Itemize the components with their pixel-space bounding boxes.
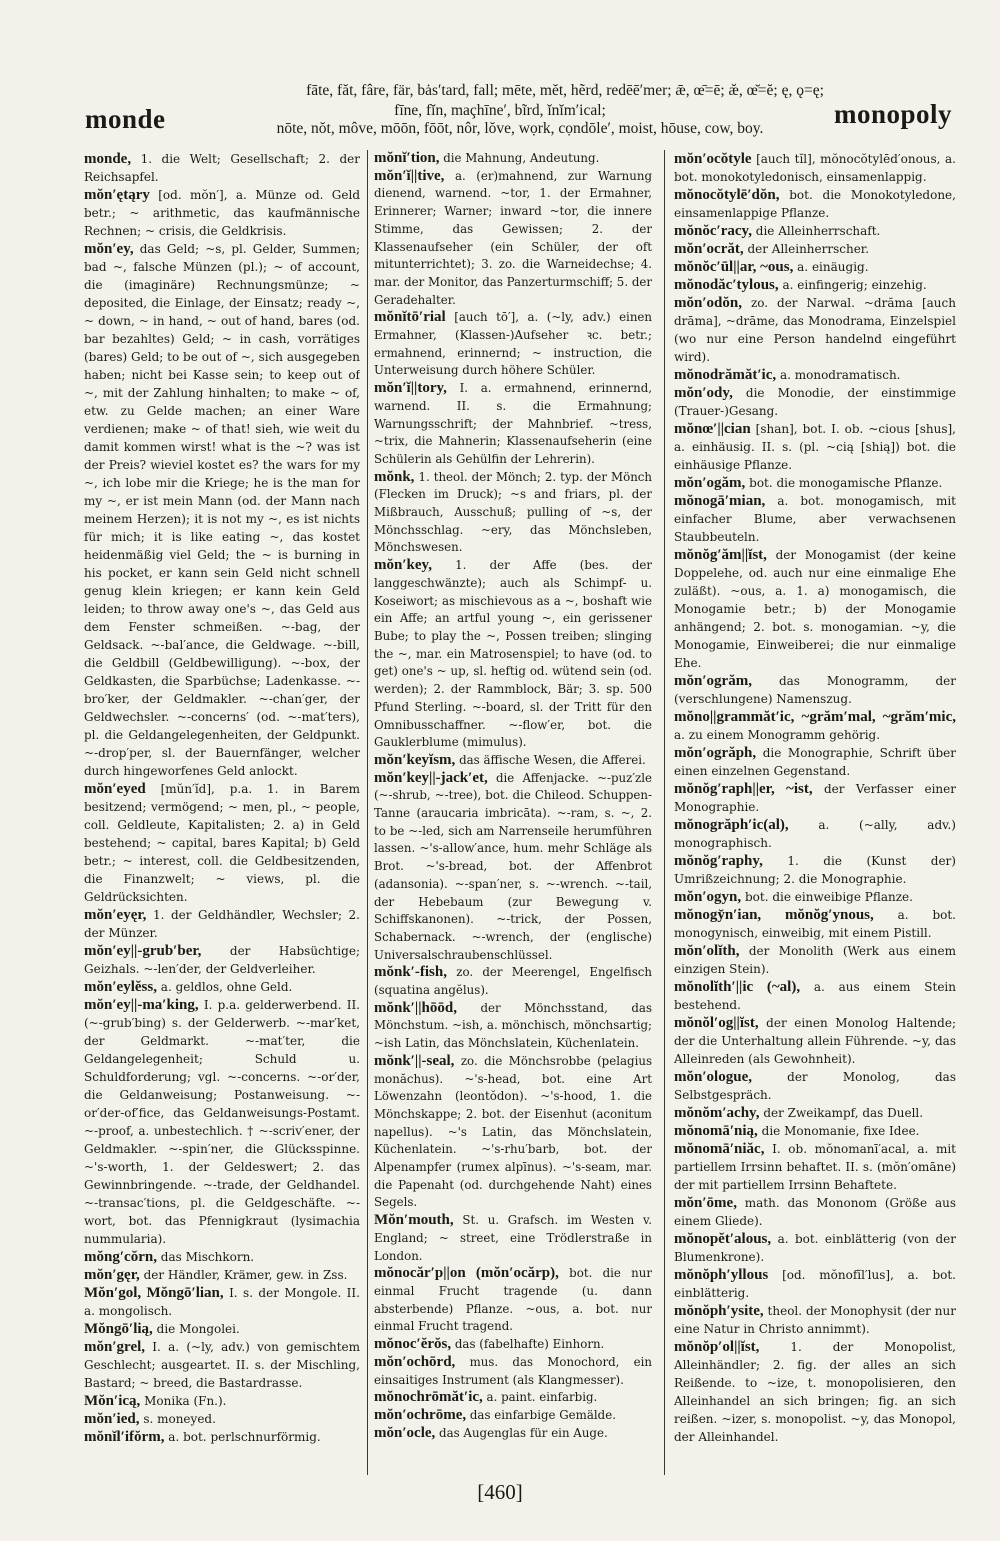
definition-text: a. einäugig. (797, 260, 869, 274)
dictionary-entry (674, 222, 956, 240)
headword: mŏn′ĭ||tory, (374, 380, 447, 397)
definition-text: a. aus einem Stein bestehend. (674, 980, 956, 1012)
headword: mŏnoc′ĕrŏs, (374, 1336, 452, 1353)
dictionary-entry (674, 1194, 956, 1230)
definition-text: 1. die Welt; Gesellschaft; 2. der Reichsapfel. (84, 152, 360, 184)
definition-text: a. monodramatisch. (779, 368, 901, 382)
dictionary-entry (374, 1389, 652, 1407)
dictionary-entry (674, 384, 956, 420)
dictionary-entry (374, 1000, 652, 1053)
headword: mŏn′eylĕss, (84, 979, 157, 995)
headword: mŏnocăr′p||on (mŏn′ocărp), (374, 1265, 559, 1282)
headword: mŏn′ogyn, (674, 889, 742, 905)
dictionary-entry (374, 1425, 652, 1443)
dictionary-entry (674, 1014, 956, 1068)
dictionary-entry (84, 978, 360, 996)
dictionary-entry (374, 168, 652, 310)
dictionary-entry (374, 1212, 652, 1265)
definition-text: [od. mŏn′], a. Münze od. Geld betr.; ~ arithmetic, das kaufmännische Rechnen; ~ crisis, die Geldkrisis. (84, 188, 360, 238)
headword: mŏnk, (374, 468, 415, 485)
definition-text: [auch tō′], a. (~ly, adv.) einen Ermahner, (Klassen-)Aufseher ꝛc. betr.; ermahnend, erinnernd; ~ instruction, die Unterweisung durch höhere Schüler. (374, 310, 652, 378)
dictionary-entry (374, 1407, 652, 1425)
definition-text: der Verfasser einer Monographie. (674, 782, 956, 814)
headword: Mŏn′mouth, (374, 1212, 454, 1229)
page-number: [460] (477, 1480, 523, 1504)
dictionary-entry (374, 1053, 652, 1212)
definition-text: der Mönchsstand, das Mönchstum. ~ish, a. mönchisch, mönchsartig; ~ish Latin, das Mönchslatein, Küchenlatein. (374, 1000, 652, 1051)
headword: mŏnŏg′ăm||ĭst, (674, 547, 767, 563)
dictionary-entry (674, 942, 956, 978)
column-3 (674, 150, 956, 1475)
definition-text: theol. der Monophysit (der nur eine Natur in Christo annimmt). (674, 1304, 956, 1336)
dictionary-entry (674, 1104, 956, 1122)
dictionary-entry (84, 1320, 360, 1338)
dictionary-entry (674, 258, 956, 276)
dictionary-entry (674, 492, 956, 546)
definition-text: die Monographie, Schrift über einen einzelnen Gegenstand. (674, 746, 956, 778)
dictionary-entry (674, 852, 956, 888)
definition-text: das Augenglas für ein Auge. (439, 1425, 608, 1440)
headword: mŏn′ogrăm, (674, 673, 752, 689)
definition-text: zo. der Narwal. ~drăma [auch drāma], ~drāme, das Monodrama, Einzelspiel (wo nur eine Person handelnd eingeführt wird). (674, 296, 956, 364)
headword: mŏnk′||-seal, (374, 1052, 455, 1069)
headword: mŏnogrăph′ic(al), (674, 817, 789, 833)
definition-text: s. moneyed. (143, 1412, 216, 1426)
dictionary-entry (674, 1140, 956, 1194)
headword: mŏnŏph′ysite, (674, 1303, 764, 1319)
definition-text: das einfarbige Gemälde. (469, 1407, 616, 1422)
definition-text: [od. mŏnofĭl′lus], a. bot. einblätterig. (674, 1268, 956, 1300)
column-2 (374, 150, 652, 1475)
dictionary-entry (674, 366, 956, 384)
headword: mŏnopĕt′alous, (674, 1231, 772, 1247)
headword: mŏnŏc′racy, (674, 223, 752, 239)
dictionary-entry (84, 1428, 360, 1446)
headword: mŏn′ogăm, (674, 475, 746, 491)
dictionary-entry (84, 1266, 360, 1284)
definition-text: der Händler, Krämer, gew. in Zss. (143, 1268, 348, 1282)
dictionary-entry (84, 1248, 360, 1266)
definition-text: der Zweikampf, das Duell. (763, 1106, 924, 1120)
definition-text: die Monodie, der einstimmige (Trauer-)Gesang. (674, 386, 956, 418)
headword: mŏnodăc′tylous, (674, 277, 779, 293)
dictionary-entry (84, 240, 360, 780)
dictionary-entry (374, 964, 652, 999)
headword: mŏnochrōmăt′ic, (374, 1389, 483, 1406)
dictionary-entry (374, 380, 652, 469)
headword: mŏn′eyed (84, 781, 146, 797)
dictionary-entry (674, 1230, 956, 1266)
definition-text: zo. die Mönchsrobbe (pelagius monăchus). ~'s-head, bot. eine Art Löwenzahn (leontŏdon). ~'s-hood, 1. die Mönchskappe; 2. bot. der Eisenhut (aconitum napellus). ~'s Latin, das Mönchslatein, Küchenlatein. ~'s-rhu′barb, bot. der Alpenampfer (rumex alpīnus). ~'s-seam, mar. die Papenaht (od. durchgehende Naht) eines Segels. (374, 1053, 652, 1210)
dictionary-entry (84, 150, 360, 186)
headword: mŏn′eyęr, (84, 907, 147, 923)
headword: mŏn′ocrăt, (674, 241, 744, 257)
definition-text: Monika (Fn.). (144, 1394, 227, 1408)
headword: mŏng′cŏrn, (84, 1249, 157, 1265)
headword: mŏnolĭth′||ic (~al), (674, 979, 801, 995)
text-columns (84, 150, 956, 1475)
headword: mŏn′ey||-ma′king, (84, 997, 199, 1013)
dictionary-entry (84, 1338, 360, 1392)
column-1 (84, 150, 360, 1475)
dictionary-entry (674, 672, 956, 708)
headword: mŏnomā′niăc, (674, 1141, 765, 1157)
definition-text: zo. der Meerengel, Engelfisch (squatina angĕlus). (374, 965, 652, 998)
headword: mŏnk′-fish, (374, 964, 447, 981)
headword: mŏn′ętąry (84, 187, 150, 203)
dictionary-entry (374, 1354, 652, 1389)
column-rule (664, 150, 665, 1475)
definition-text: der Monogamist (der keine Doppelehe, od. auch nur eine einmalige Ehe zuläßt). ~ous, a. 1. a) monogamisch, die Monogamie betr.; b) der Monogamie anhängend; 2. bot. s. monogamian. ~y, die Monogamie, Einweiberei; die nur einmalige Ehe. (674, 548, 956, 670)
headword: mŏn′ody, (674, 385, 733, 401)
headword: mŏn′ey, (84, 241, 134, 257)
dictionary-entry (674, 150, 956, 186)
headword: mŏn′ogrăph, (674, 745, 757, 761)
dictionary-entry (84, 1284, 360, 1320)
dictionary-entry (674, 1302, 956, 1338)
dictionary-entry (674, 420, 956, 474)
definition-text: das äffische Wesen, die Afferei. (459, 752, 646, 767)
definition-text: mus. das Monochord, ein einsaitiges Instrument (als Klangmesser). (374, 1354, 652, 1387)
dictionary-entry (374, 752, 652, 770)
headword: mŏnĭl′ifŏrm, (84, 1429, 165, 1445)
dictionary-entry (674, 186, 956, 222)
definition-text: 1. theol. der Mönch; 2. typ. der Mönch (Flecken im Druck); ~s and friars, pl. der Mißbrauch, Ausschuß; pulling of ~s, der Mönchsschlag. ~ery, das Mönchsleben, Mönchswesen. (374, 469, 652, 555)
definition-text: a. bot. monogamisch, mit einfacher Blume, aber verwachsenen Staubbeuteln. (674, 494, 956, 544)
dictionary-entry (674, 906, 956, 942)
dictionary-entry (84, 1410, 360, 1428)
definition-text: bot. die nur einmal Frucht tragende (u. dann absterbende) Pflanze. ~ous, a. bot. nur einmal Frucht tragend. (374, 1266, 652, 1334)
definition-text: 1. der Monopolist, Alleinhändler; 2. fig. der alles an sich Reißende. to ~ize, t. monopolisieren, den Alleinhandel an sich bringen; fig. an sich reißen. ~izer, s. monopolist. ~y, das Monopol, der Alleinhandel. (674, 1340, 956, 1444)
headword: mŏnĭ′tion, (374, 150, 440, 166)
definition-text: I. s. der Mongole. II. a. mongolisch. (84, 1286, 360, 1318)
dictionary-entry (84, 1392, 360, 1410)
pronunciation-key-line-2: fīne, fĭn, maçhīne′, bĩrd, ĭnĭm′ical; (394, 102, 606, 119)
definition-text: I. a. (~ly, adv.) von gemischtem Geschlecht; ausgeartet. II. s. der Mischling, Bastard; ~ breed, die Bastardrasse. (84, 1340, 360, 1390)
definition-text: a. (~ally, adv.) monographisch. (674, 818, 956, 850)
definition-text: der Monolog, das Selbstgespräch. (674, 1070, 956, 1102)
headword: mŏnŏph′yllous (674, 1267, 769, 1283)
headword: mŏn′olĭth, (674, 943, 740, 959)
headword: mŏnocŏtylē′dŏn, (674, 187, 780, 203)
definition-text: bot. die einweibige Pflanze. (744, 890, 913, 904)
definition-text: 1. der Geldhändler, Wechsler; 2. der Münzer. (84, 908, 360, 940)
definition-text: die Monomanie, fixe Idee. (761, 1124, 920, 1138)
dictionary-entry (374, 557, 652, 752)
definition-text: 1. der Affe (bes. der langgeschwänzte); auch als Schimpf- u. Koseiwort; as mischievous as a ~, boshaft wie ein Affe; an artful young ~, ein gerissener Bube; to play the ~, Possen treiben; slinging the ~, mar. ein Matrosenspiel; to have (od. to get) one's ~ up, sl. heftig od. wütend sein (od. werden); 2. der Rammblock, Bär; 3. sp. 500 Pfund Sterling. ~-board, sl. der Tritt für den Omnibusschaffner. ~-flow′er, bot. die Gauklerblume (mimulus). (374, 558, 652, 750)
dictionary-entry (374, 309, 652, 380)
dictionary-entry (674, 240, 956, 258)
headword: mŏnŏp′ol||ĭst, (674, 1339, 760, 1355)
dictionary-entry (674, 546, 956, 672)
headword: mŏn′ĭ||tive, (374, 167, 445, 184)
headword: mŏnodrămăt′ic, (674, 367, 777, 383)
definition-text: I. p.a. gelderwerbend. II. (~-grub′bing) s. der Gelderwerb. ~-mar′ket, der Geldmarkt. ~-mat′ter, die Geldangelegenheit; Schuld u. Schuldforderung; vgl. ~-concerns. ~-or′der, die Geldanweisung; Postanweisung. ~-or′der-of′fice, das Geldanweisungs-Postamt. ~-proof, a. unbestechlich. † ~-scriv′ener, der Geldmakler. ~-spin′ner, die Glücksspinne. ~'s-worth, 1. der Geldeswert; 2. das Gewinnbringende. ~-trade, der Geldhandel. ~-transac′tions, pl. die Geldgeschäfte. ~-wort, bot. das Pfennigkraut (lysimachia nummularia). (84, 998, 360, 1246)
definition-text: die Affenjacke. ~-puz′zle (~-shrub, ~-tree), bot. die Chileod. Schuppen-Tanne (araucaria imbricāta). ~-ram, s. ~, 2. to be ~-led, sich am Narrenseile herumführen lassen. ~'s-allow′ance, hum. mehr Schläge als Brot. ~'s-bread, bot. der Affenbrot (adansonia). ~-span′ner, s. ~-wrench. ~-tail, der Hebebaum (zur Bewegung v. Schiffskanonen). ~-trick, der Possen, Schabernack. ~-wrench, der (englische) Universalschraubenschlüssel. (374, 770, 652, 962)
dictionary-entry (674, 276, 956, 294)
dictionary-entry (84, 186, 360, 240)
headword: mŏno||grammăt′ic, ~grăm′mal, ~grăm′mic, (674, 709, 956, 725)
headword: mŏn′ey||-grub′ber, (84, 943, 202, 959)
dictionary-entry (374, 770, 652, 965)
dictionary-entry (674, 474, 956, 492)
dictionary-entry (674, 888, 956, 906)
definition-text: a. (er)mahnend, zur Warnung dienend, warnend. ~tor, 1. der Ermahner, Erinnerer; Warner; inward ~tor, die innere Stimme, das Gewissen; 2. der Klassenaufseher (ein Schüler, der oft mitunterrichtet); 3. zo. die Warneidechse; 4. mar. der Monitor, das Panzerturmschiff; 5. der Geradehalter. (374, 168, 652, 307)
dictionary-entry (84, 906, 360, 942)
definition-text: a. bot. einblätterig (von der Blumenkrone). (674, 1232, 956, 1264)
definition-text: math. das Mononom (Größe aus einem Gliede). (674, 1196, 956, 1228)
dictionary-entry (674, 780, 956, 816)
headword: mŏn′ochrōme, (374, 1406, 467, 1423)
headword: mŏnk′||hōōd, (374, 999, 457, 1016)
definition-text: das Geld; ~s, pl. Gelder, Summen; bad ~, falsche Münzen (pl.); ~ of account, die (imaginäre) Rechnungsmünze; ~ deposited, die Einlage, der Einsatz; ready ~, ~ down, ~ in hand, ~ out of hand, bares (od. bar bezahltes) Geld; ~ in cash, vorrätiges (bares) Geld; to be out of ~, sich ausgegeben haben; nicht bei Kasse sein; to keep out of ~, mit der Zahlung hinhalten; to make ~ of, etw. zu Gelde machen; an einer Ware verdienen; make ~ of that! sieh, wie weit du damit kommen wirst! what is the ~? was ist der Preis? wieviel kostet es? the wars for my ~, ich lobe mir die Kriege; he is the man for my ~, er ist mein Mann (od. der Mann nach meinem Herzen); it is not my ~, es ist nichts für mich; it is like eating ~, das kostet heidenmäßig viel Geld; the ~ is burning in his pocket, er kann sein Geld nicht schnell genug klein kriegen; er kann kein Geld leiden; to throw away one's ~, das Geld aus dem Fenster schmeißen. ~-bag, der Geldsack. ~-bal′ance, die Geldwage. ~-bill, die Geldbill (Geldbewilligung). ~-box, der Geldkasten, die Sparbüchse; Ladenkasse. ~-bro′ker, der Geldmakler. ~-chan′ger, der Geldwechsler. ~-concerns′ (od. ~-mat′ters), pl. die Geldangelegenheiten, der Geldpunkt. ~-drop′per, sl. der Bauernfänger, welcher durch hingeworfenes Geld anlockt. (84, 242, 360, 778)
definition-text: a. paint. einfarbig. (486, 1390, 598, 1405)
dictionary-entry (84, 780, 360, 906)
guide-word-left: monde (85, 104, 166, 134)
headword: Mŏn′icą, (84, 1393, 141, 1409)
headword: mŏnogy̆n′ian, mŏnŏg′ynous, (674, 907, 874, 923)
dictionary-entry (674, 744, 956, 780)
definition-text: das (fabelhafte) Einhorn. (454, 1337, 605, 1352)
dictionary-entry (674, 1068, 956, 1104)
dictionary-entry (84, 942, 360, 978)
pronunciation-key-line-1: fāte, făt, fâre, fär, bȧs′tard, fall; mēte, mĕt, hẽrd, redēē′mer; ǣ, œ̄=ē; æ̆, œ̆=ĕ; ę, ǫ=ę; (306, 82, 824, 99)
definition-text: die Alleinherrschaft. (755, 224, 881, 238)
headword: mŏn′keyĭsm, (374, 751, 456, 768)
definition-text: die Mongolei. (156, 1322, 240, 1336)
definition-text: [auch tĭl], mŏnocŏtylēd′onous, a. bot. monokotyledonisch, einsamenlappig. (674, 152, 956, 184)
dictionary-entry (374, 1336, 652, 1354)
dictionary-entry (84, 996, 360, 1248)
definition-text: St. u. Grafsch. im Westen v. England; ~ street, eine Trödlerstraße in London. (374, 1213, 652, 1263)
dictionary-entry (674, 978, 956, 1014)
headword: mŏnœ′||cian (674, 421, 751, 437)
headword: mŏnĭtō′rial (374, 309, 446, 326)
dictionary-entry (374, 469, 652, 558)
dictionary-entry (674, 816, 956, 852)
definition-text: bot. die Monokotyledone, einsamenlappige Pflanze. (674, 188, 956, 220)
headword: Mŏn′gol, Mŏngō′lian, (84, 1285, 224, 1301)
headword: mŏn′ocle, (374, 1424, 436, 1441)
dictionary-entry (674, 294, 956, 366)
dictionary-entry (374, 150, 652, 168)
headword: Mŏngō′lią, (84, 1321, 153, 1337)
headword: mŏnŏg′raphy, (674, 853, 763, 869)
dictionary-entry (374, 1265, 652, 1336)
dictionary-entry (674, 1266, 956, 1302)
dictionary-entry (674, 708, 956, 744)
definition-text: das Mischkorn. (160, 1250, 255, 1264)
headword: mŏn′odŏn, (674, 295, 742, 311)
definition-text: die Mahnung, Andeutung. (443, 151, 600, 165)
headword: mŏn′key, (374, 557, 432, 574)
headword: mŏnomā′nią, (674, 1123, 758, 1139)
definition-text: a. bot. perlschnurförmig. (168, 1430, 321, 1444)
headword: mŏn′ochōrd, (374, 1353, 456, 1370)
definition-text: [mŭn′ĭd], p.a. 1. in Barem besitzend; vermögend; ~ men, pl., ~ people, coll. Geldleute, Kapitalisten; 2. a) in Geld bestehend; ~ capital, bares Kapital; b) Geld betr.; ~ interest, coll. die Geldbesitzenden, die Finanzwelt; ~ views, pl. die Geldrücksichten. (84, 782, 360, 904)
headword: mŏnŏc′ūl||ar, ~ous, (674, 259, 794, 275)
headword: mŏn′ied, (84, 1411, 140, 1427)
pronunciation-key-line-3: nōte, nŏt, môve, mōōn, fōōt, nôr, lŏve, wọrk, cọndōle′, moist, hōuse, cow, boy. (276, 120, 764, 137)
headword: monde, (84, 151, 132, 167)
column-rule (367, 150, 368, 1475)
headword: mŏnŏm′achy, (674, 1105, 760, 1121)
definition-text: bot. die monogamische Pflanze. (749, 476, 943, 490)
definition-text: I. a. ermahnend, erinnernd, warnend. II. s. die Ermahnung; Warnungsschrift; der Mahnbrief. ~tress, ~trix, die Mahnerin; Klassenaufseherin (eine Schülerin als Gehülfin der Lehrerin). (374, 381, 652, 466)
definition-text: 1. die (Kunst der) Umrißzeichnung; 2. die Monographie. (674, 854, 956, 886)
headword: mŏn′key||-jack′et, (374, 769, 488, 786)
definition-text: I. ob. mŏnomanī′acal, a. mit partiellem Irrsinn behaftet. II. s. (mŏn′omāne) der mit partiellem Irrsinn Behaftete. (674, 1142, 956, 1192)
dictionary-entry (674, 1338, 956, 1446)
definition-text: a. geldlos, ohne Geld. (160, 980, 293, 994)
definition-text: a. zu einem Monogramm gehörig. (674, 728, 881, 742)
definition-text: der einen Monolog Haltende; der die Unterhaltung allein Führende. ~y, das Alleinreden (als Gewohnheit). (674, 1016, 956, 1066)
definition-text: das Monogramm, der (verschlungene) Namenszug. (674, 674, 956, 706)
guide-word-right: monopoly (833, 99, 952, 129)
headword: mŏnŏg′raph||er, ~ist, (674, 781, 813, 797)
headword: mŏn′grel, (84, 1339, 146, 1355)
definition-text: a. bot. monogynisch, einweibig, mit einem Pistill. (674, 908, 956, 940)
headword: mŏn′gęr, (84, 1267, 140, 1283)
definition-text: der Habsüchtige; Geizhals. ~-len′der, der Geldverleiher. (84, 944, 360, 976)
definition-text: der Monolith (Werk aus einem einzigen Stein). (674, 944, 956, 976)
definition-text: [shan], bot. I. ob. ~cious [shus], a. einhäusig. II. s. (pl. ~cią [shią]) bot. die einhäusige Pflanze. (674, 422, 956, 472)
headword: mŏn′ologue, (674, 1069, 752, 1085)
headword: mŏn′ōme, (674, 1195, 737, 1211)
headword: mŏnŏl′og||ĭst, (674, 1015, 759, 1031)
headword: mŏn′ocŏtyle (674, 151, 752, 167)
dictionary-entry (674, 1122, 956, 1140)
definition-text: der Alleinherrscher. (747, 242, 870, 256)
headword: mŏnogā′mian, (674, 493, 766, 509)
running-head (0, 0, 1000, 140)
definition-text: a. einfingerig; einzehig. (782, 278, 927, 292)
